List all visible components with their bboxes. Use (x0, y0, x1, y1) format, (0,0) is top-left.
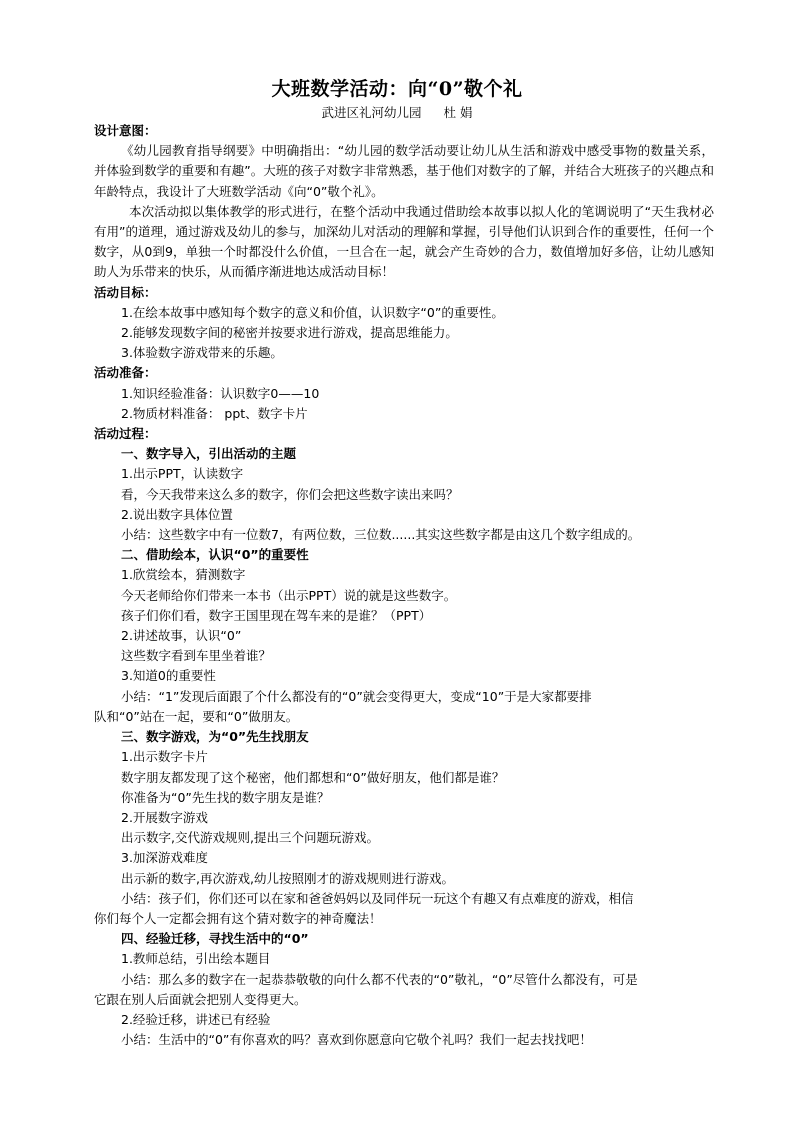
process-line: 你们每个人一定都会拥有这个猜对数字的神奇魔法！ (94, 910, 382, 926)
process-line: 它跟在别人后面就会把别人变得更大。 (94, 991, 307, 1007)
process-line: 3.知道0的重要性 (121, 668, 216, 684)
process-line: 出示数字,交代游戏规则,提出三个问题玩游戏。 (121, 830, 379, 846)
section-heading-process: 活动过程： (94, 426, 157, 442)
author-name: 杜 娟 (443, 105, 473, 120)
author-school: 武进区礼河幼儿园 (321, 105, 422, 120)
process-line: 2.讲述故事，认识“0” (121, 628, 242, 644)
design-paragraph: 本次活动拟以集体教学的形式进行，在整个活动中我通过借助绘本故事以拟人化的笔调说明了“天生我材必有用”的道理，通过游戏及幼儿的参与，加深幼儿对活动的理解和掌握，引导他们认识到合作的重要性，任何一个数字，从0到9，单独一个时都没什么价值，一旦合在一起，就会产生奇妙的合力，数值增加好多倍，让幼儿感知助人为乐带来的快乐，从而循序渐进地达成活动目标！ (94, 203, 714, 280)
prep-item: 2.物质材料准备： ppt、数字卡片 (121, 405, 308, 421)
process-line: 队和“0”站在一起，要和“0”做朋友。 (94, 708, 299, 724)
section-heading-prep: 活动准备： (94, 365, 157, 381)
process-line: 小结：这些数字中有一位数7，有两位数，三位数......其实这些数字都是由这几个数字组成的。 (121, 527, 641, 543)
process-line: 孩子们你们看，数字王国里现在驾车来的是谁？（PPT） (121, 607, 432, 623)
process-line: 2.说出数字具体位置 (121, 506, 233, 522)
process-line: 小结：孩子们，你们还可以在家和爸爸妈妈以及同伴玩一玩这个有趣又有点难度的游戏，相信 (121, 890, 634, 906)
document-body (94, 121, 714, 1050)
process-line: 2.经验迁移，讲述已有经验 (121, 1011, 271, 1027)
design-paragraph: 《幼儿园教育指导纲要》中明确指出：“幼儿园的数学活动要让幼儿从生活和游戏中感受事物的数量关系，并体验到数学的重要和有趣”。大班的孩子对数字非常熟悉，基于他们对数字的了解，并结合大班孩子的兴趣点和年龄特点，我设计了大班数学活动《向“0”敬个礼》。 (94, 143, 714, 199)
process-line: 2.开展数字游戏 (121, 809, 208, 825)
process-line: 1.出示数字卡片 (121, 749, 208, 765)
process-step-heading: 四、经验迁移，寻找生活中的“0” (121, 931, 309, 947)
process-line: 看，今天我带来这么多的数字，你们会把这些数字读出来吗？ (121, 486, 459, 502)
process-line: 1.出示PPT，认读数字 (121, 466, 244, 482)
process-line: 数字朋友都发现了这个秘密，他们都想和“0”做好朋友，他们都是谁？ (121, 769, 505, 785)
section-heading-goals: 活动目标： (94, 284, 157, 300)
process-step-heading: 二、借助绘本，认识“0”的重要性 (121, 547, 309, 563)
process-line: 出示新的数字,再次游戏,幼儿按照刚才的游戏规则进行游戏。 (121, 870, 454, 886)
process-line: 小结：生活中的“0”有你喜欢的吗？喜欢到你愿意向它敬个礼吗？我们一起去找找吧！ (121, 1032, 592, 1048)
section-heading-design: 设计意图： (94, 123, 157, 138)
process-line: 小结：“1”发现后面跟了个什么都没有的“0”就会变得更大，变成“10”于是大家都要排 (121, 688, 592, 704)
goal-item: 3.体验数字游戏带来的乐趣。 (121, 345, 283, 361)
document-title: 大班数学活动：向“0”敬个礼 (271, 78, 523, 100)
process-line: 1.欣赏绘本，猜测数字 (121, 567, 246, 583)
goal-item: 2.能够发现数字间的秘密并按要求进行游戏，提高思维能力。 (121, 325, 458, 341)
process-line: 这些数字看到车里坐着谁？ (121, 648, 272, 664)
process-step-heading: 三、数字游戏，为“0”先生找朋友 (121, 729, 309, 745)
process-step-heading: 一、数字导入，引出活动的主题 (121, 446, 297, 462)
prep-item: 1.知识经验准备：认识数字0——10 (121, 385, 320, 401)
process-line: 小结：那么多的数字在一起恭恭敬敬的向什么都不代表的“0”敬礼，“0”尽管什么都没有，可是 (121, 971, 638, 987)
process-line: 你准备为“0”先生找的数字朋友是谁？ (121, 789, 330, 805)
process-line: 1.教师总结，引出绘本题目 (121, 951, 271, 967)
process-line: 今天老师给你们带来一本书（出示PPT）说的就是这些数字。 (121, 587, 457, 603)
process-line: 3.加深游戏难度 (121, 850, 208, 866)
goal-item: 1.在绘本故事中感知每个数字的意义和价值，认识数字“0”的重要性。 (121, 304, 504, 320)
author-line (0, 103, 794, 121)
